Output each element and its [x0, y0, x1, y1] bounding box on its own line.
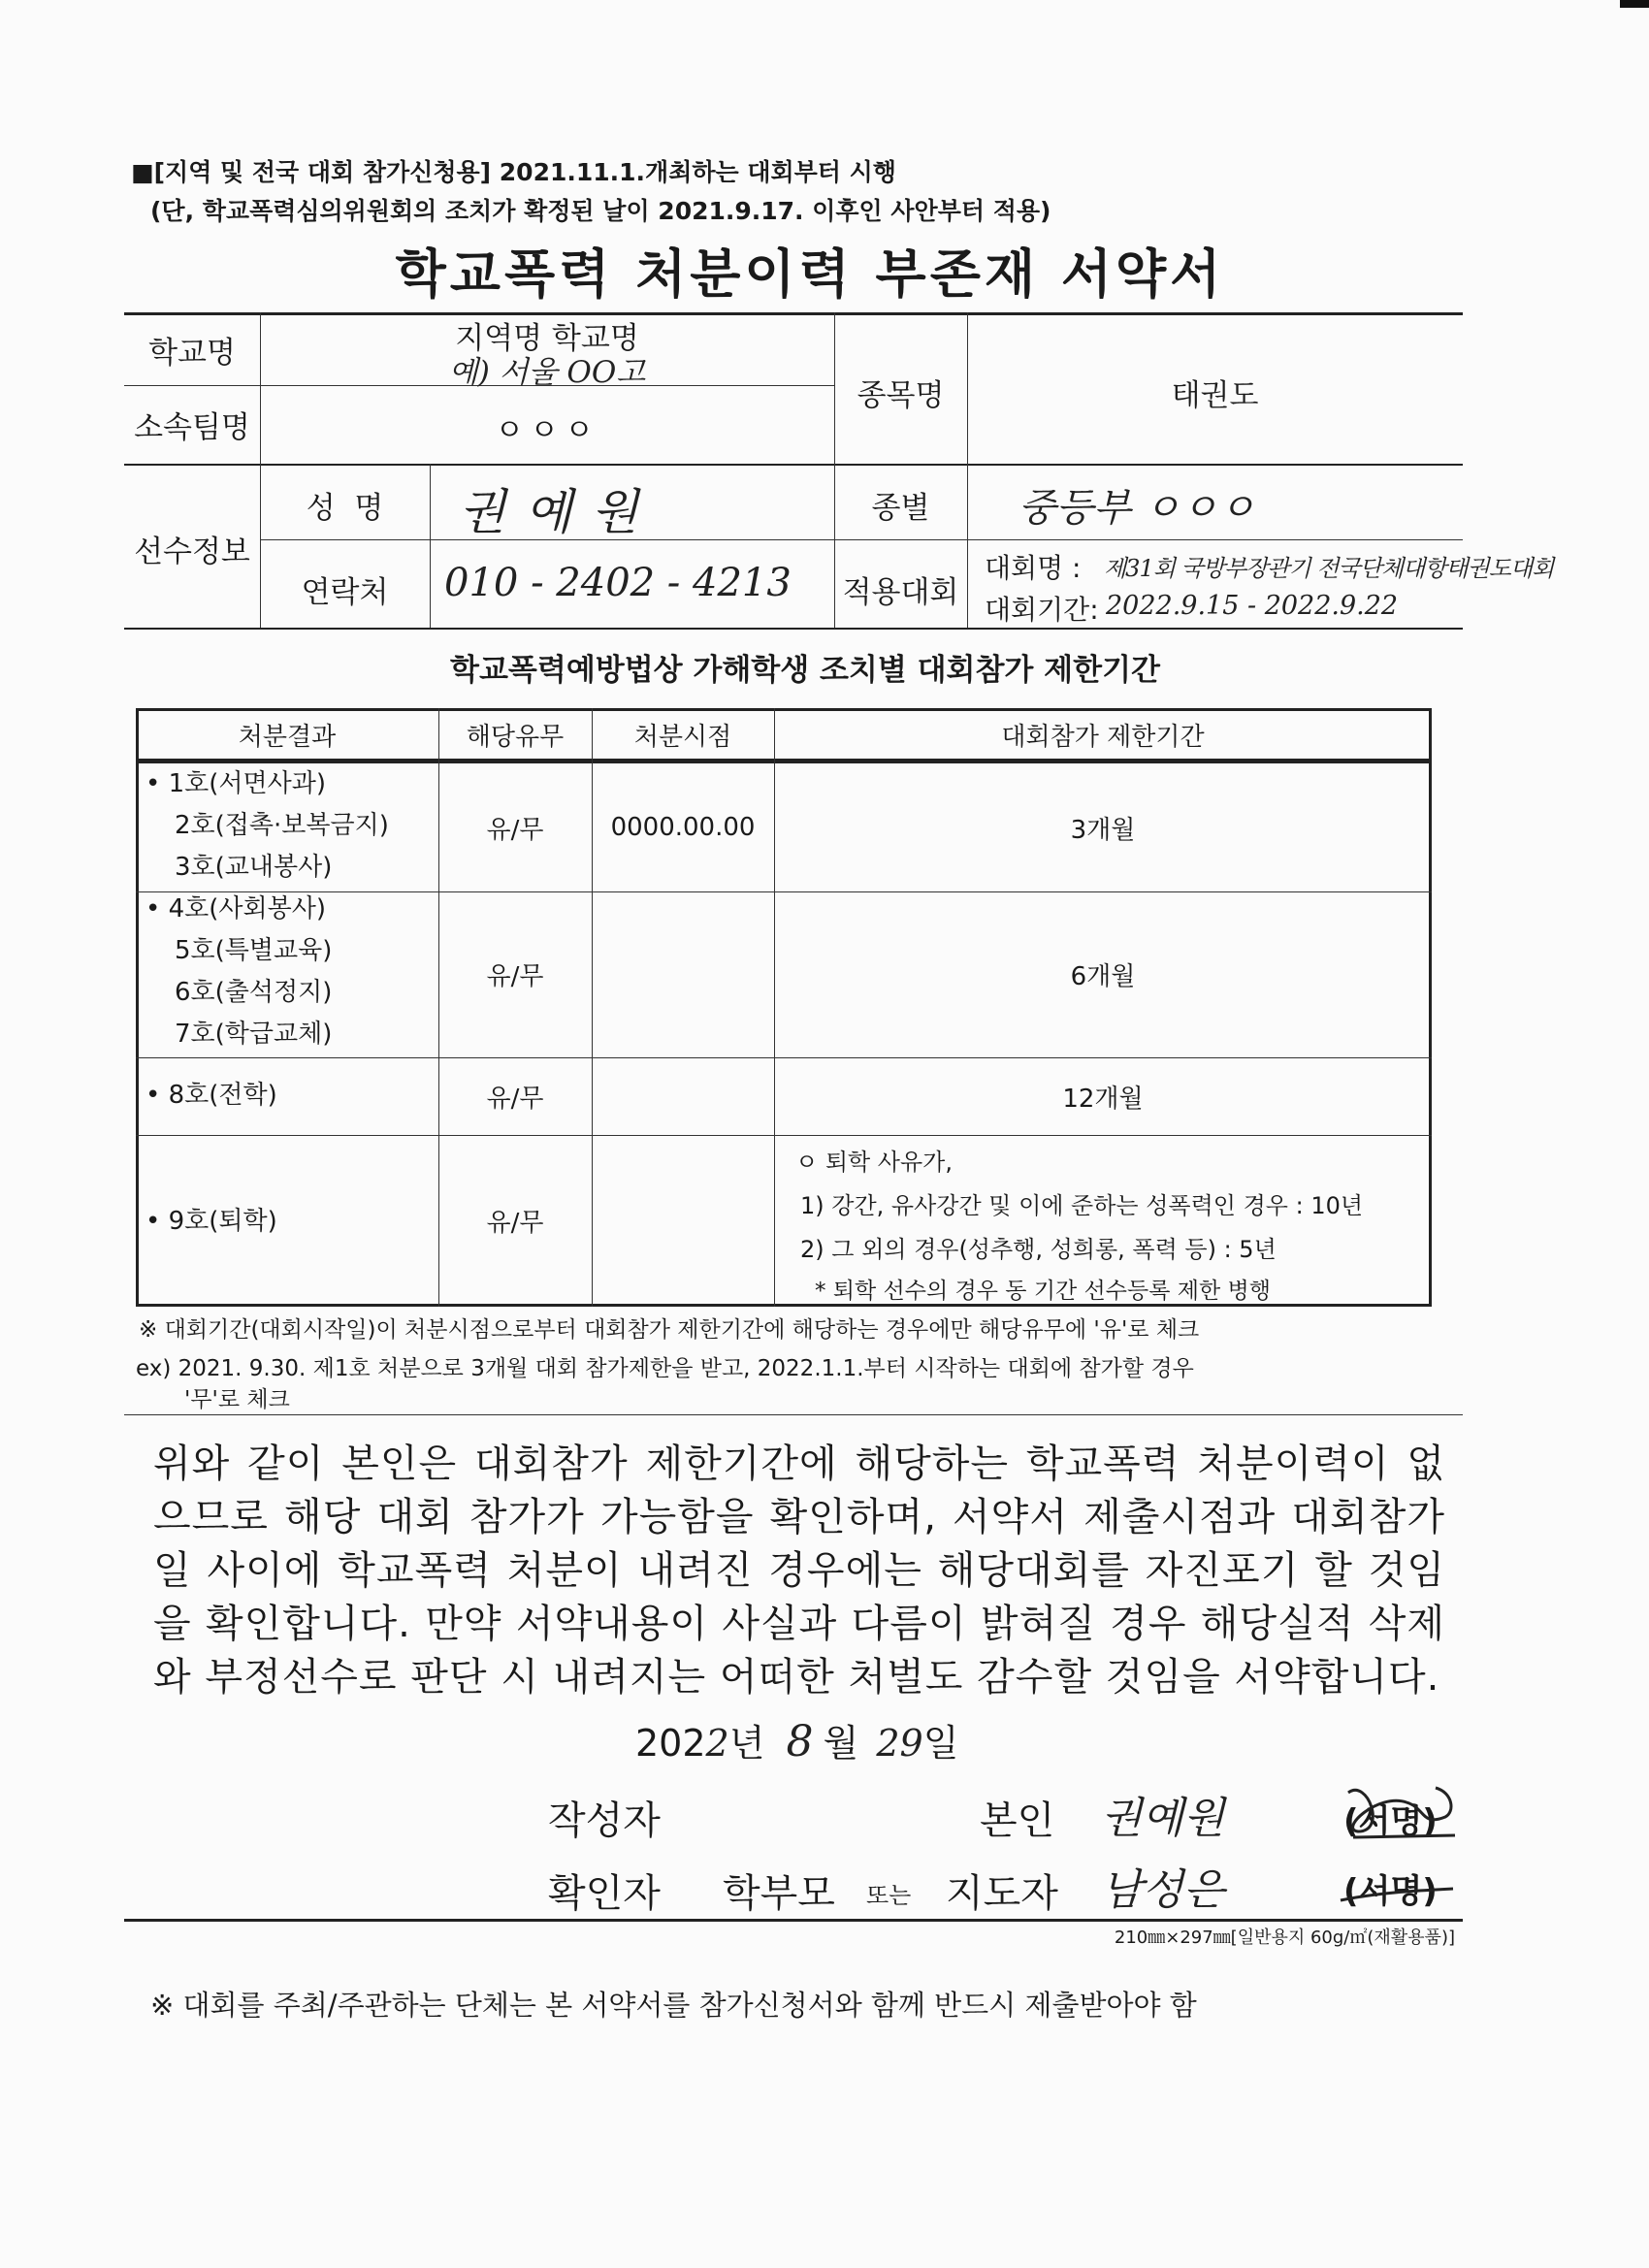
note-example-cont: '무'로 체크	[184, 1387, 290, 1412]
table-row-1	[146, 763, 389, 889]
column-header-period: 대회참가 제한기간	[1001, 723, 1205, 752]
table-row-4	[146, 1201, 277, 1237]
table-row-2	[146, 889, 332, 1055]
school-example: 예) 서울 OO고	[448, 355, 646, 390]
note-checkbox-rule: ※ 대회기간(대회시작일)이 처분시점으로부터 대회참가 제한기간에 해당하는 경우에만 해당유무에 '유'로 체크	[139, 1317, 1200, 1343]
disposition-item: 5호(특별교육)	[175, 936, 333, 965]
applied-competition-label: 적용대회	[842, 575, 959, 610]
or-label: 또는	[866, 1882, 912, 1909]
date-day-suffix: 일	[922, 1722, 959, 1765]
header-line-2: (단, 학교폭력심의위원회의 조치가 확정된 날이 2021.9.17. 이후인 사안부터 적용)	[150, 197, 1051, 225]
team-label: 소속팀명	[134, 410, 250, 445]
applicable-value: 유/무	[486, 962, 544, 991]
competition-name-value: 제31회 국방부장관기 전국단체대항태권도대회	[1104, 555, 1554, 582]
applicable-value: 유/무	[486, 815, 544, 845]
column-header-result: 처분결과	[238, 723, 337, 752]
date-year-handwritten: 2	[705, 1722, 729, 1765]
document-title: 학교폭력 처분이력 부존재 서약서	[395, 243, 1225, 305]
contact-label: 연락처	[301, 575, 389, 610]
restriction-period: 6개월	[1070, 962, 1136, 991]
applicable-value: 유/무	[486, 1209, 544, 1238]
paper-spec: 210㎜×297㎜[일반용지 60g/㎡(재활용품)]	[1114, 1928, 1455, 1948]
coach-sign-mark: (서명)	[1343, 1872, 1438, 1911]
disposition-item: • 4호(사회봉사)	[146, 894, 327, 923]
disposition-date: 0000.00.00	[610, 813, 756, 842]
team-value: ㅇㅇㅇ	[495, 413, 599, 448]
disposition-item: 3호(교내봉사)	[175, 853, 333, 882]
name-label: 성 명	[306, 491, 384, 526]
handwritten-signature	[1329, 1773, 1465, 1851]
self-label: 본인	[980, 1798, 1055, 1843]
coach-label: 지도자	[946, 1871, 1058, 1916]
scan-edge-mark	[1620, 0, 1649, 8]
applicable-value: 유/무	[486, 1084, 544, 1114]
pledge-statement: 위와 같이 본인은 대회참가 제한기간에 해당하는 학교폭력 처분이력이 없으므로 해당 대회 참가가 가능함을 확인하며, 서약서 제출시점과 대회참가일 사이에 학교폭력 처분이 내려진 경우에는 해당대회를 자진포기 할 것임을 확인합니다. 만약 서약내용이 사실과 다름이 밝혀질 경우 해당실적 삭제와 부정선수로 판단 시 내려지는 어떠한 처벌도 감수할 것임을 서약합니다.	[153, 1442, 1445, 1700]
self-sign-mark: (서명)	[1343, 1802, 1438, 1841]
coach-signed-name: 남성은	[1101, 1865, 1225, 1915]
table-row-3	[146, 1075, 277, 1111]
info-table-line	[124, 464, 1463, 466]
date-month-suffix: 월	[823, 1722, 859, 1765]
expulsion-detail-line: ㅇ 퇴학 사유가,	[795, 1149, 953, 1176]
name-value: 권예원	[459, 484, 658, 540]
expulsion-detail-line: * 퇴학 선수의 경우 동 기간 선수등록 제한 병행	[815, 1279, 1271, 1304]
competition-period-label: 대회기간:	[985, 594, 1099, 626]
division-value: 중등부 ㅇㅇㅇ	[1018, 486, 1256, 531]
division-label: 종별	[871, 491, 930, 526]
self-signed-name: 권예원	[1101, 1794, 1225, 1843]
disposition-item: 7호(학급교체)	[175, 1020, 333, 1049]
player-info-label: 선수정보	[134, 535, 250, 569]
contact-value: 010 - 2402 - 4213	[444, 561, 792, 605]
section-title: 학교폭력예방법상 가해학생 조치별 대회참가 제한기간	[450, 653, 1160, 688]
restriction-period: 12개월	[1062, 1084, 1144, 1114]
disposition-item: 2호(접촉·보복금지)	[175, 811, 389, 840]
school-hint: 지역명 학교명	[455, 321, 639, 356]
column-header-date: 처분시점	[633, 723, 732, 752]
disposition-item: • 9호(퇴학)	[146, 1207, 277, 1236]
header-line-1: ■[지역 및 전국 대회 참가신청용] 2021.11.1.개최하는 대회부터 시행	[131, 158, 896, 186]
restriction-table-row-rule	[136, 1135, 1432, 1136]
disposition-item: • 8호(전학)	[146, 1081, 277, 1110]
competition-name-label: 대회명 :	[985, 552, 1082, 584]
expulsion-period-details	[791, 1141, 1363, 1311]
paper-spec-rule	[124, 1919, 1463, 1922]
date-year-prefix: 202	[635, 1722, 706, 1765]
footer-note: ※ 대회를 주최/주관하는 단체는 본 서약서를 참가신청서와 함께 반드시 제출받아야 함	[150, 1989, 1197, 2022]
disposition-item: • 1호(서면사과)	[146, 769, 327, 798]
note-example: ex) 2021. 9.30. 제1호 처분으로 3개월 대회 참가제한을 받고, 2022.1.1.부터 시작하는 대회에 참가할 경우	[136, 1356, 1194, 1381]
date-year-suffix: 년	[728, 1722, 765, 1765]
event-label: 종목명	[857, 378, 945, 413]
disposition-date	[592, 891, 774, 1057]
confirmer-label: 확인자	[548, 1871, 661, 1916]
competition-period-value: 2022.9.15 - 2022.9.22	[1106, 591, 1399, 621]
expulsion-detail-line: 2) 그 외의 경우(성추행, 성희롱, 폭력 등) : 5년	[800, 1236, 1277, 1263]
signature-date	[635, 1713, 958, 1766]
disposition-date	[592, 1057, 774, 1135]
restriction-period: 3개월	[1070, 815, 1136, 845]
school-label: 학교명	[148, 336, 236, 371]
signature-strike	[1339, 1887, 1455, 1906]
event-value: 태권도	[1171, 378, 1259, 413]
info-table-bottom	[124, 628, 1463, 630]
column-header-applicable: 해당유무	[466, 723, 565, 752]
writer-label: 작성자	[548, 1798, 661, 1843]
disposition-date	[592, 1135, 774, 1307]
parent-label: 학부모	[723, 1871, 835, 1916]
disposition-item: 6호(출석정지)	[175, 978, 333, 1007]
info-table-line	[967, 312, 968, 628]
expulsion-detail-line: 1) 강간, 유사강간 및 이에 준하는 성폭력인 경우 : 10년	[800, 1192, 1364, 1219]
date-month-handwritten: 8	[786, 1717, 814, 1766]
notes-divider	[124, 1414, 1463, 1415]
date-day-handwritten: 29	[876, 1722, 923, 1765]
